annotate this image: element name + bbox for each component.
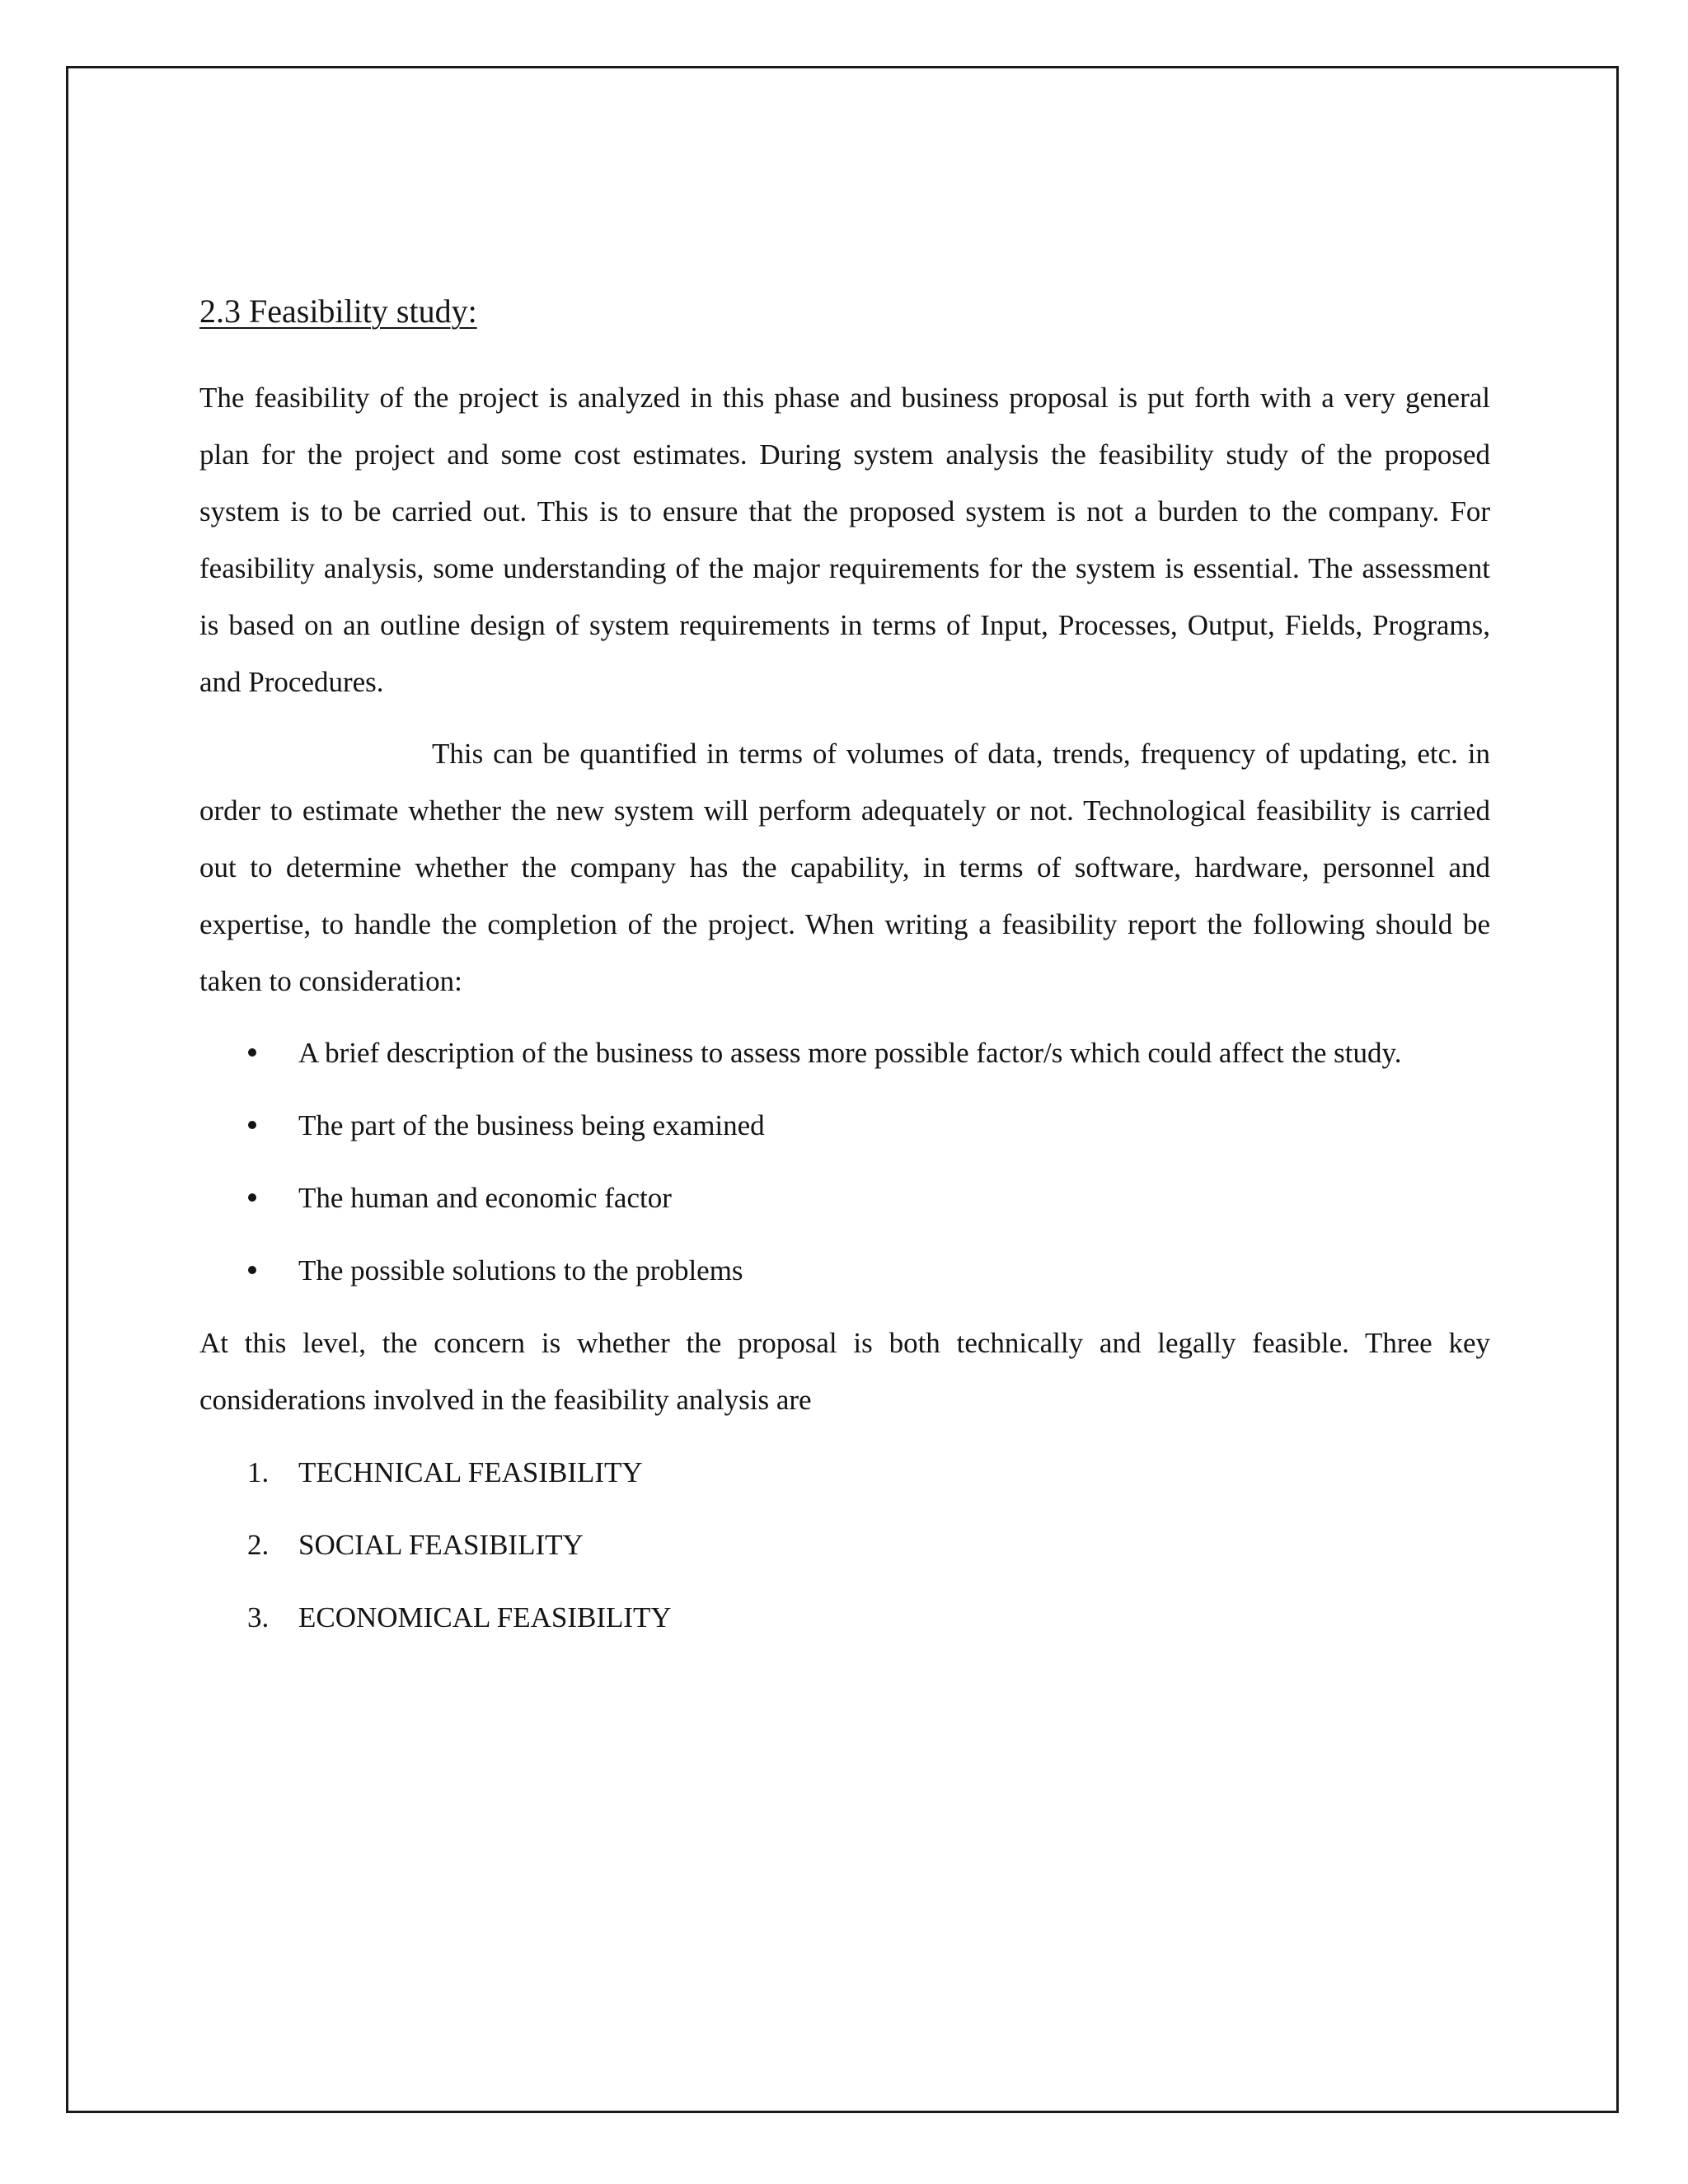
list-item-text: The human and economic factor: [298, 1182, 672, 1214]
section-heading: 2.3 Feasibility study:: [199, 293, 477, 330]
item-number: 3.: [247, 1601, 270, 1633]
bullet-icon: [248, 1121, 256, 1129]
bullet-icon: [248, 1266, 256, 1274]
item-number: 1.: [247, 1456, 270, 1488]
numbered-item: [199, 1516, 1490, 1573]
list-item-text: The possible solutions to the problems: [298, 1254, 743, 1286]
document-body: [199, 288, 1490, 1661]
bullet-icon: [248, 1048, 256, 1057]
list-item: [199, 1169, 1490, 1226]
numbered-item: [199, 1444, 1490, 1501]
list-item-text: The part of the business being examined: [298, 1109, 765, 1141]
numbered-list: [199, 1444, 1490, 1646]
paragraph-quantified: This can be quantified in terms of volumes of data, trends, frequency of updating, etc. in order to estimate whether the new system will perform adequately or not. Technological feasibility is carried out to determine whether the company has the capability, in terms of software, hardware, personnel and expertise, to handle the completion of the project. When writing a feasibility report the following should be taken to consideration:: [199, 738, 1490, 997]
list-item: [199, 1097, 1490, 1154]
list-item: [199, 1242, 1490, 1299]
paragraph-intro: The feasibility of the project is analyzed in this phase and business proposal is put forth with a very general plan for the project and some cost estimates. During system analysis the feasibility study of the proposed system is to be carried out. This is to ensure that the proposed system is not a burden to the company. For feasibility analysis, some understanding of the major requirements for the system is essential. The assessment is based on an outline design of system requirements in terms of Input, Processes, Output, Fields, Programs, and Procedures.: [199, 382, 1490, 698]
list-item-text: A brief description of the business to assess more possible factor/s which could affect the study.: [298, 1037, 1402, 1069]
list-item: [199, 1024, 1490, 1081]
bullet-list: [199, 1024, 1490, 1299]
item-text: ECONOMICAL FEASIBILITY: [298, 1601, 672, 1633]
bullet-icon: [248, 1193, 256, 1202]
item-text: SOCIAL FEASIBILITY: [298, 1529, 584, 1561]
paragraph-considerations: At this level, the concern is whether the proposal is both technically and legally feasible. Three key considerations involved in the feasibility analysis are: [199, 1327, 1490, 1416]
item-text: TECHNICAL FEASIBILITY: [298, 1456, 643, 1488]
item-number: 2.: [247, 1529, 270, 1561]
numbered-item: [199, 1589, 1490, 1646]
